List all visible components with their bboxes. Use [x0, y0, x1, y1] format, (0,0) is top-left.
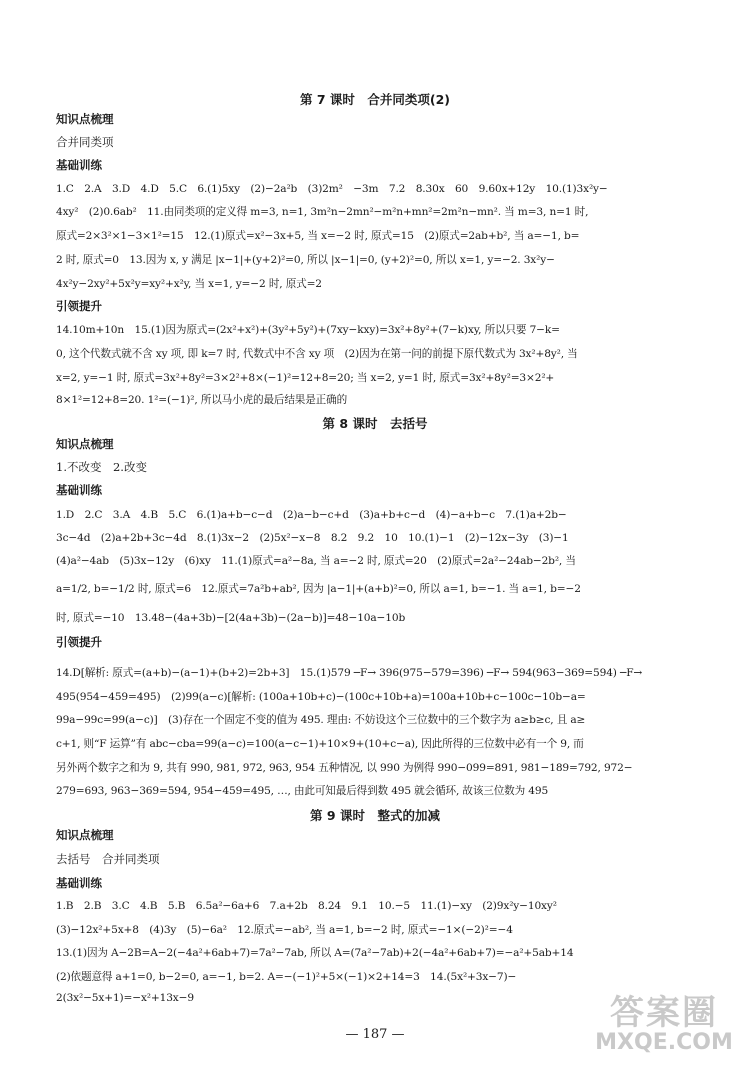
lesson-7-basic-line: 4x²y−2xy²+5x²y=xy²+x²y, 当 x=1, y=−2 时, 原式=2	[56, 278, 322, 290]
lesson-7-advanced-line: 0, 这个代数式就不含 xy 项, 即 k=7 时, 代数式中不含 xy 项 (2)因为在第一问的前提下原代数式为 3x²+8y², 当	[56, 348, 578, 360]
lesson-7-basic-line: 原式=2×3²×1−3×1²=15 12.(1)原式=x²−3x+5, 当 x=−2 时, 原式=15 (2)原式=2ab+b², 当 a=−1, b=	[56, 230, 580, 242]
lesson-7-knowledge-text: 合并同类项	[56, 135, 114, 149]
lesson-9-knowledge-heading: 知识点梳理	[56, 828, 114, 842]
lesson-8-advanced-heading: 引领提升	[56, 635, 102, 649]
lesson-7-advanced-line: 8×1²=12+8=20. 1²=(−1)², 所以马小虎的最后结果是正确的	[56, 394, 348, 406]
lesson-8-advanced-line: 279=693, 963−369=594, 954−459=495, …, 由此可知最后得到数 495 就会循环, 故该三位数为 495	[56, 785, 549, 797]
lesson-9-basic-line: 13.(1)因为 A−2B=A−2(−4a²+6ab+7)=7a²−7ab, 所以 A=(7a²−7ab)+2(−4a²+6ab+7)=−a²+5ab+14	[56, 947, 574, 959]
lesson-9-title: 第 9 课时 整式的加减	[310, 808, 440, 823]
lesson-7-basic-line: 4xy² (2)0.6ab² 11.由同类项的定义得 m=3, n=1, 3m²n−2mn²−m²n+mn²=2m²n−mn². 当 m=3, n=1 时,	[56, 206, 589, 218]
lesson-8-advanced-line: 99a−99c=99(a−c)] (3)存在一个固定不变的值为 495. 理由: 不妨设这个三位数中的三个数字为 a≥b≥c, 且 a≥	[56, 714, 586, 726]
lesson-8-basic-line: 1.D 2.C 3.A 4.B 5.C 6.(1)a+b−c−d (2)a−b−c+d (3)a+b+c−d (4)−a+b−c 7.(1)a+2b−	[56, 509, 567, 521]
lesson-9-basic-line: 1.B 2.B 3.C 4.B 5.B 6.5a²−6a+6 7.a+2b 8.24 9.1 10.−5 11.(1)−xy (2)9x²y−10xy²	[56, 900, 557, 912]
lesson-8-basic-line: (4)a²−4ab (5)3x−12y (6)xy 11.(1)原式=a²−8a, 当 a=−2 时, 原式=20 (2)原式=2a²−24ab−2b², 当	[56, 555, 576, 567]
page-number: — 187 —	[345, 1027, 405, 1042]
lesson-8-basic-line: a=1/2, b=−1/2 时, 原式=6 12.原式=7a²b+ab², 因为 |a−1|+(a+b)²=0, 所以 a=1, b=−1. 当 a=1, b=−2	[56, 583, 581, 595]
lesson-7-basic-heading: 基础训练	[56, 158, 102, 172]
lesson-8-title: 第 8 课时 去括号	[322, 416, 428, 431]
lesson-7-knowledge-heading: 知识点梳理	[56, 112, 114, 126]
lesson-8-basic-heading: 基础训练	[56, 483, 102, 497]
lesson-7-title: 第 7 课时 合并同类项(2)	[299, 92, 451, 107]
lesson-7-advanced-line: 14.10m+10n 15.(1)因为原式=(2x²+x²)+(3y²+5y²)+(7xy−kxy)=3x²+8y²+(7−k)xy, 所以只要 7−k=	[56, 324, 560, 336]
lesson-8-advanced-line: 另外两个数字之和为 9, 共有 990, 981, 972, 963, 954 五种情况, 以 990 为例得 990−099=891, 981−189=792, 972−	[56, 762, 633, 774]
lesson-9-basic-heading: 基础训练	[56, 876, 102, 890]
watermark-line-1: 答案圈	[610, 993, 718, 1033]
lesson-7-basic-line: 2 时, 原式=0 13.因为 x, y 满足 |x−1|+(y+2)²=0, 所以 |x−1|=0, (y+2)²=0, 所以 x=1, y=−2. 3x²y−	[56, 254, 555, 266]
watermark-logo	[584, 995, 744, 1061]
lesson-7-advanced-line: x=2, y=−1 时, 原式=3x²+8y²=3×2²+8×(−1)²=12+8=20; 当 x=2, y=1 时, 原式=3x²+8y²=3×2²+	[56, 372, 555, 384]
lesson-9-basic-line: (3)−12x²+5x+8 (4)3y (5)−6a² 12.原式=−ab², 当 a=1, b=−2 时, 原式=−1×(−2)²=−4	[56, 924, 513, 936]
lesson-9-knowledge-text: 去括号 合并同类项	[56, 852, 160, 866]
lesson-8-advanced-line: c+1, 则“F 运算”有 abc−cba=99(a−c)=100(a−c−1)+10×9+(10+c−a), 因此所得的三位数中必有一个 9, 而	[56, 738, 584, 750]
lesson-8-knowledge-heading: 知识点梳理	[56, 437, 114, 451]
lesson-8-basic-line: 时, 原式=−10 13.48−(4a+3b)−[2(4a+3b)−(2a−b)]=48−10a−10b	[56, 612, 406, 624]
lesson-7-advanced-heading: 引领提升	[56, 299, 102, 313]
lesson-9-basic-line: (2)依题意得 a+1=0, b−2=0, a=−1, b=2. A=−(−1)²+5×(−1)×2+14=3 14.(5x²+3x−7)−	[56, 971, 517, 983]
lesson-8-advanced-line: 14.D[解析: 原式=(a+b)−(a−1)+(b+2)=2b+3] 15.(1)579 ─F→ 396(975−579=396) ─F→ 594(963−369=594) ─F→	[56, 667, 643, 679]
lesson-8-basic-line: 3c−4d (2)a+2b+3c−4d 8.(1)3x−2 (2)5x²−x−8 8.2 9.2 10 10.(1)−1 (2)−12x−3y (3)−1	[56, 532, 569, 544]
lesson-7-basic-line: 1.C 2.A 3.D 4.D 5.C 6.(1)5xy (2)−2a²b (3)2m² −3m 7.2 8.30x 60 9.60x+12y 10.(1)3x²y−	[56, 183, 608, 195]
watermark-line-2: MXQE.COM	[595, 1030, 733, 1055]
lesson-9-basic-line: 2(3x²−5x+1)=−x²+13x−9	[56, 992, 194, 1004]
lesson-8-knowledge-text: 1.不改变 2.改变	[56, 460, 147, 474]
lesson-8-advanced-line: 495(954−459=495) (2)99(a−c)[解析: (100a+10b+c)−(100c+10b+a)=100a+10b+c−100c−10b−a=	[56, 691, 586, 703]
